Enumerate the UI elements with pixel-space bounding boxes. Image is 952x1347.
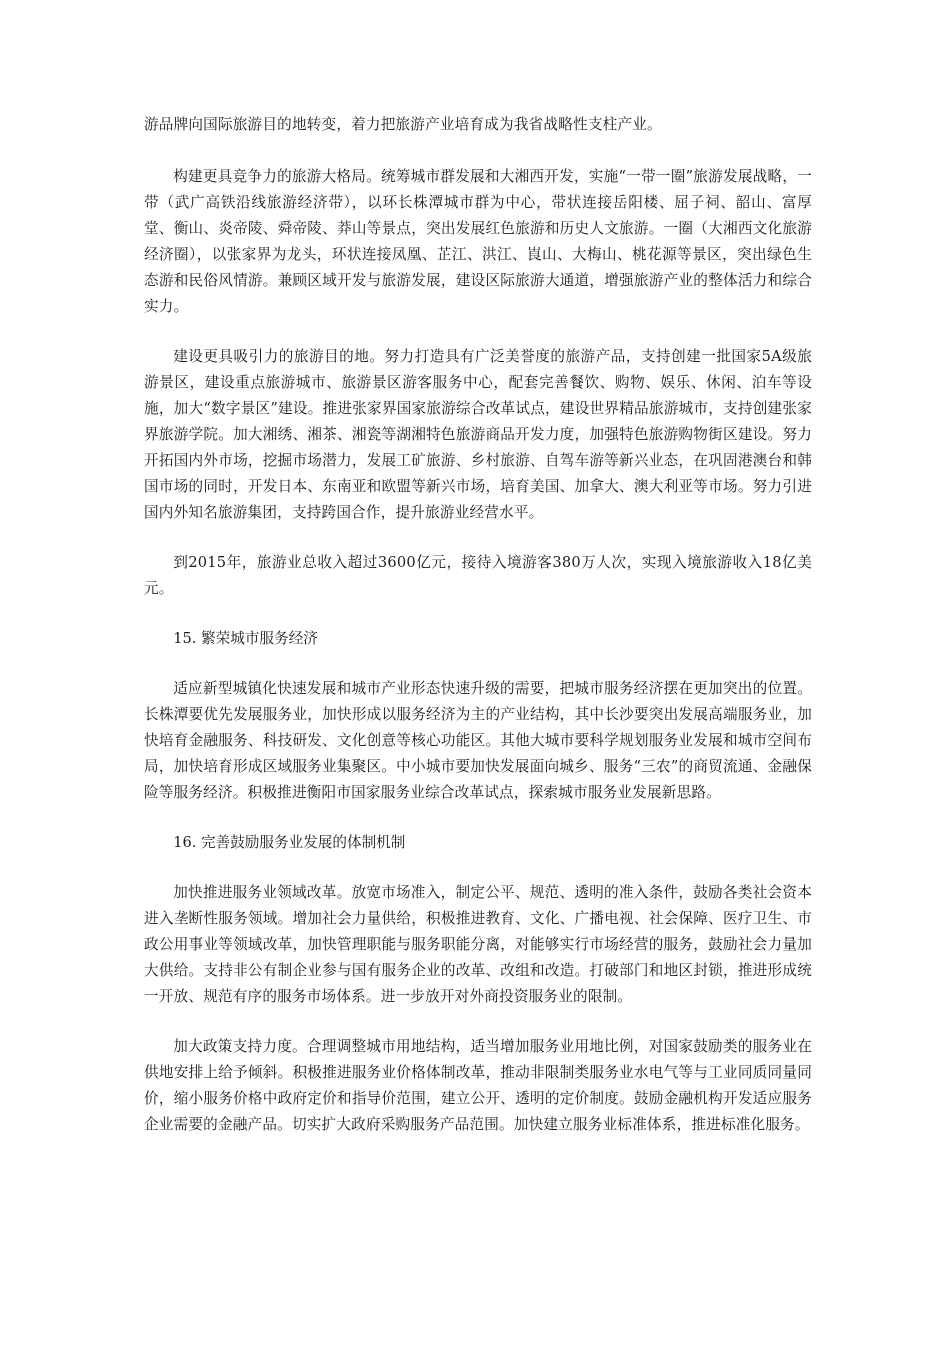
- paragraph-tourism-layout: 构建更具竞争力的旅游大格局。统筹城市群发展和大湘西开发，实施“一带一圈”旅游发展战略，一带（武广高铁沿线旅游经济带），以环长株潭城市群为中心，带状连接岳阳楼、屈子祠、韶山、富厚堂、衡山、炎帝陵、舜帝陵、莽山等景点，突出发展红色旅游和历史人文旅游。一圈（大湘西文化旅游经济圈），以张家界为龙头，环状连接凤凰、芷江、洪江、崀山、大梅山、桃花源等景区，突出绿色生态游和民俗风情游。兼顾区域开发与旅游发展，建设区际旅游大通道，增强旅游产业的整体活力和综合实力。: [144, 168, 812, 315]
- paragraph-policy-support: 加大政策支持力度。合理调整城市用地结构，适当增加服务业用地比例，对国家鼓励类的服务业在供地安排上给予倾斜。积极推进服务业价格体制改革，推动非限制类服务业水电气等与工业同质同量同价，缩小服务价格中政府定价和指导价范围，建立公开、透明的定价制度。鼓励金融机构开发适应服务企业需要的金融产品。切实扩大政府采购服务产品范围。加快建立服务业标准体系，推进标准化服务。: [144, 1038, 812, 1133]
- paragraph-service-reform: 加快推进服务业领域改革。放宽市场准入，制定公平、规范、透明的准入条件，鼓励各类社会资本进入垄断性服务领域。增加社会力量供给，积极推进教育、文化、广播电视、社会保障、医疗卫生、市政公用事业等领域改革，加快管理职能与服务职能分离，对能够实行市场经营的服务，鼓励社会力量加大供给。支持非公有制企业参与国有服务企业的改革、改组和改造。打破部门和地区封锁，推进形成统一开放、规范有序的服务市场体系。进一步放开对外商投资服务业的限制。: [144, 884, 812, 1005]
- document-page: [144, 112, 812, 1162]
- paragraph-city-service-economy: 适应新型城镇化快速发展和城市产业形态快速升级的需要，把城市服务经济摆在更加突出的位置。长株潭要优先发展服务业，加快形成以服务经济为主的产业结构，其中长沙要突出发展高端服务业，加快培育金融服务、科技研发、文化创意等核心功能区。其他大城市要科学规划服务业发展和城市空间布局，加快培育形成区域服务业集聚区。中小城市要加快发展面向城乡、服务“三农”的商贸流通、金融保险等服务经济。积极推进衡阳市国家服务业综合改革试点，探索城市服务业发展新思路。: [144, 680, 812, 801]
- section-heading-15: 15. 繁荣城市服务经济: [173, 630, 318, 647]
- paragraph-tourism-destination: 建设更具吸引力的旅游目的地。努力打造具有广泛美誉度的旅游产品，支持创建一批国家5A级旅游景区，建设重点旅游城市、旅游景区游客服务中心，配套完善餐饮、购物、娱乐、休闲、泊车等设施，加大“数字景区”建设。推进张家界国家旅游综合改革试点，建设世界精品旅游城市，支持创建张家界旅游学院。加大湘绣、湘茶、湘瓷等湖湘特色旅游商品开发力度，加强特色旅游购物街区建设。努力开拓国内外市场，挖掘市场潜力，发展工矿旅游、乡村旅游、自驾车游等新兴业态，在巩固港澳台和韩国市场的同时，开发日本、东南亚和欧盟等新兴市场，培育美国、加拿大、澳大利亚等市场。努力引进国内外知名旅游集团，支持跨国合作，提升旅游业经营水平。: [144, 348, 812, 521]
- section-heading-16: 16. 完善鼓励服务业发展的体制机制: [173, 834, 406, 851]
- paragraph-tourism-targets: 到2015年，旅游业总收入超过3600亿元，接待入境游客380万人次，实现入境旅游收入18亿美元。: [144, 554, 812, 597]
- paragraph-tourism-brand: 游品牌向国际旅游目的地转变，着力把旅游产业培育成为我省战略性支柱产业。: [144, 116, 662, 133]
